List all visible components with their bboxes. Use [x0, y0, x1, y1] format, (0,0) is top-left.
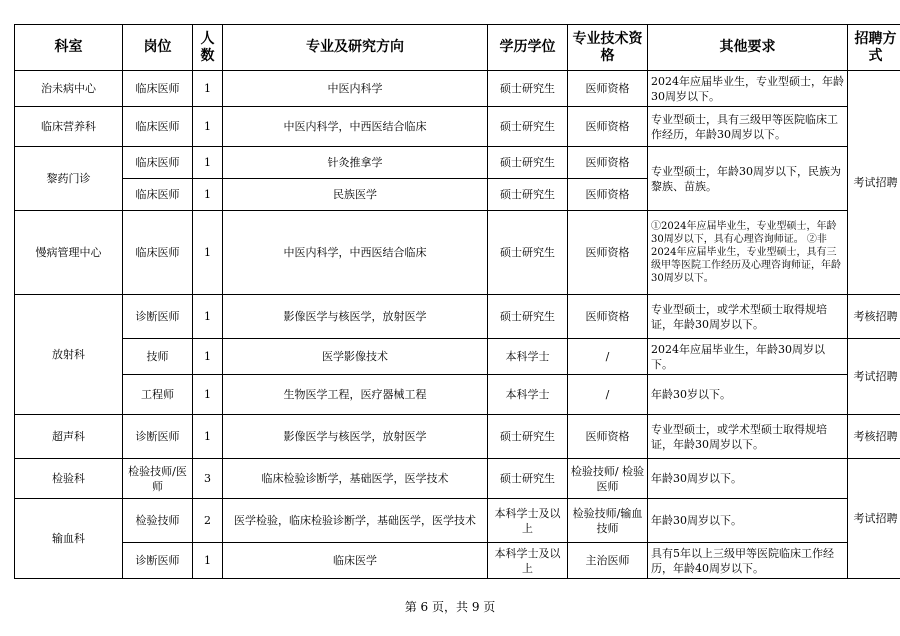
- qualification-cell: 医师资格: [568, 415, 648, 459]
- degree-cell: 本科学士及以上: [488, 499, 568, 543]
- major-cell: 影像医学与核医学，放射医学: [223, 415, 488, 459]
- position-cell: 临床医师: [123, 71, 193, 107]
- qualification-cell: /: [568, 339, 648, 375]
- table-row: [15, 71, 900, 107]
- major-cell: 影像医学与核医学，放射医学: [223, 295, 488, 339]
- table-row: [15, 375, 900, 415]
- major-cell: 针灸推拿学: [223, 147, 488, 179]
- dept-cell: 临床营养科: [15, 107, 123, 147]
- position-cell: 诊断医师: [123, 543, 193, 579]
- other-cell: 年龄30岁以下。: [648, 375, 848, 415]
- other-cell: 具有5年以上三级甲等医院临床工作经历，年龄40周岁以下。: [648, 543, 848, 579]
- dept-cell: 慢病管理中心: [15, 211, 123, 295]
- major-cell: 医学检验，临床检验诊断学，基础医学，医学技术: [223, 499, 488, 543]
- position-cell: 检验技师: [123, 499, 193, 543]
- dept-cell: 超声科: [15, 415, 123, 459]
- table-row: [15, 295, 900, 339]
- other-cell: 专业型硕士，具有三级甲等医院临床工作经历，年龄30周岁以下。: [648, 107, 848, 147]
- other-cell: 年龄30周岁以下。: [648, 459, 848, 499]
- degree-cell: 硕士研究生: [488, 179, 568, 211]
- position-cell: 诊断医师: [123, 415, 193, 459]
- header-dept: 科室: [15, 25, 123, 71]
- header-degree: 学历学位: [488, 25, 568, 71]
- other-cell: 2024年应届毕业生，年龄30周岁以下。: [648, 339, 848, 375]
- qualification-cell: 医师资格: [568, 147, 648, 179]
- qualification-cell: /: [568, 375, 648, 415]
- table-row: [15, 543, 900, 579]
- position-cell: 技师: [123, 339, 193, 375]
- degree-cell: 硕士研究生: [488, 147, 568, 179]
- count-cell: 1: [193, 543, 223, 579]
- degree-cell: 硕士研究生: [488, 107, 568, 147]
- count-cell: 2: [193, 499, 223, 543]
- count-cell: 1: [193, 295, 223, 339]
- method-cell: 考核招聘: [848, 295, 900, 339]
- dept-cell: 治未病中心: [15, 71, 123, 107]
- method-cell: 考核招聘: [848, 415, 900, 459]
- count-cell: 1: [193, 71, 223, 107]
- table-row: [15, 415, 900, 459]
- dept-cell: 放射科: [15, 295, 123, 415]
- qualification-cell: 医师资格: [568, 211, 648, 295]
- qualification-cell: 医师资格: [568, 71, 648, 107]
- degree-cell: 硕士研究生: [488, 295, 568, 339]
- degree-cell: 硕士研究生: [488, 71, 568, 107]
- header-method: 招聘方式: [848, 25, 900, 71]
- major-cell: 中医内科学，中西医结合临床: [223, 211, 488, 295]
- recruitment-table: [14, 24, 900, 579]
- table-row: [15, 459, 900, 499]
- qualification-cell: 主治医师: [568, 543, 648, 579]
- table-row: [15, 339, 900, 375]
- major-cell: 临床检验诊断学，基础医学，医学技术: [223, 459, 488, 499]
- count-cell: 1: [193, 211, 223, 295]
- other-cell: ①2024年应届毕业生，专业型硕士，年龄30周岁以下，具有心理咨询师证。 ②非2024年应届毕业生，专业型硕士，具有三级甲等医院工作经历及心理咨询师证，年龄30周岁以下。: [648, 211, 848, 295]
- qualification-cell: 检验技师/输血技师: [568, 499, 648, 543]
- dept-cell: 检验科: [15, 459, 123, 499]
- table-row: [15, 107, 900, 147]
- position-cell: 临床医师: [123, 107, 193, 147]
- qualification-cell: 检验技师/ 检验医师: [568, 459, 648, 499]
- count-cell: 3: [193, 459, 223, 499]
- position-cell: 临床医师: [123, 147, 193, 179]
- count-cell: 1: [193, 179, 223, 211]
- qualification-cell: 医师资格: [568, 107, 648, 147]
- degree-cell: 本科学士: [488, 375, 568, 415]
- table-row: [15, 211, 900, 295]
- position-cell: 检验技师/医师: [123, 459, 193, 499]
- header-major: 专业及研究方向: [223, 25, 488, 71]
- header-qualification: 专业技术资格: [568, 25, 648, 71]
- other-cell: 2024年应届毕业生，专业型硕士，年龄30周岁以下。: [648, 71, 848, 107]
- major-cell: 中医内科学: [223, 71, 488, 107]
- other-cell: 专业型硕士，年龄30周岁以下，民族为黎族、苗族。: [648, 147, 848, 211]
- count-cell: 1: [193, 415, 223, 459]
- method-cell: 考试招聘: [848, 459, 900, 579]
- qualification-cell: 医师资格: [568, 179, 648, 211]
- table-row: [15, 499, 900, 543]
- position-cell: 诊断医师: [123, 295, 193, 339]
- major-cell: 民族医学: [223, 179, 488, 211]
- count-cell: 1: [193, 107, 223, 147]
- degree-cell: 本科学士: [488, 339, 568, 375]
- header-count: 人数: [193, 25, 223, 71]
- major-cell: 临床医学: [223, 543, 488, 579]
- position-cell: 工程师: [123, 375, 193, 415]
- dept-cell: 黎药门诊: [15, 147, 123, 211]
- method-cell: 考试招聘: [848, 339, 900, 415]
- other-cell: 年龄30周岁以下。: [648, 499, 848, 543]
- page-footer: 第 6 页，共 9 页: [404, 600, 496, 614]
- degree-cell: 硕士研究生: [488, 459, 568, 499]
- major-cell: 生物医学工程，医疗器械工程: [223, 375, 488, 415]
- degree-cell: 硕士研究生: [488, 211, 568, 295]
- count-cell: 1: [193, 339, 223, 375]
- header-row: [15, 25, 900, 71]
- position-cell: 临床医师: [123, 211, 193, 295]
- major-cell: 医学影像技术: [223, 339, 488, 375]
- position-cell: 临床医师: [123, 179, 193, 211]
- degree-cell: 硕士研究生: [488, 415, 568, 459]
- table-row: [15, 147, 900, 179]
- header-other: 其他要求: [648, 25, 848, 71]
- header-position: 岗位: [123, 25, 193, 71]
- qualification-cell: 医师资格: [568, 295, 648, 339]
- degree-cell: 本科学士及以上: [488, 543, 568, 579]
- count-cell: 1: [193, 147, 223, 179]
- dept-cell: 输血科: [15, 499, 123, 579]
- count-cell: 1: [193, 375, 223, 415]
- other-cell: 专业型硕士，或学术型硕士取得规培证，年龄30周岁以下。: [648, 295, 848, 339]
- method-cell: 考试招聘: [848, 71, 900, 295]
- major-cell: 中医内科学，中西医结合临床: [223, 107, 488, 147]
- other-cell: 专业型硕士，或学术型硕士取得规培证，年龄30周岁以下。: [648, 415, 848, 459]
